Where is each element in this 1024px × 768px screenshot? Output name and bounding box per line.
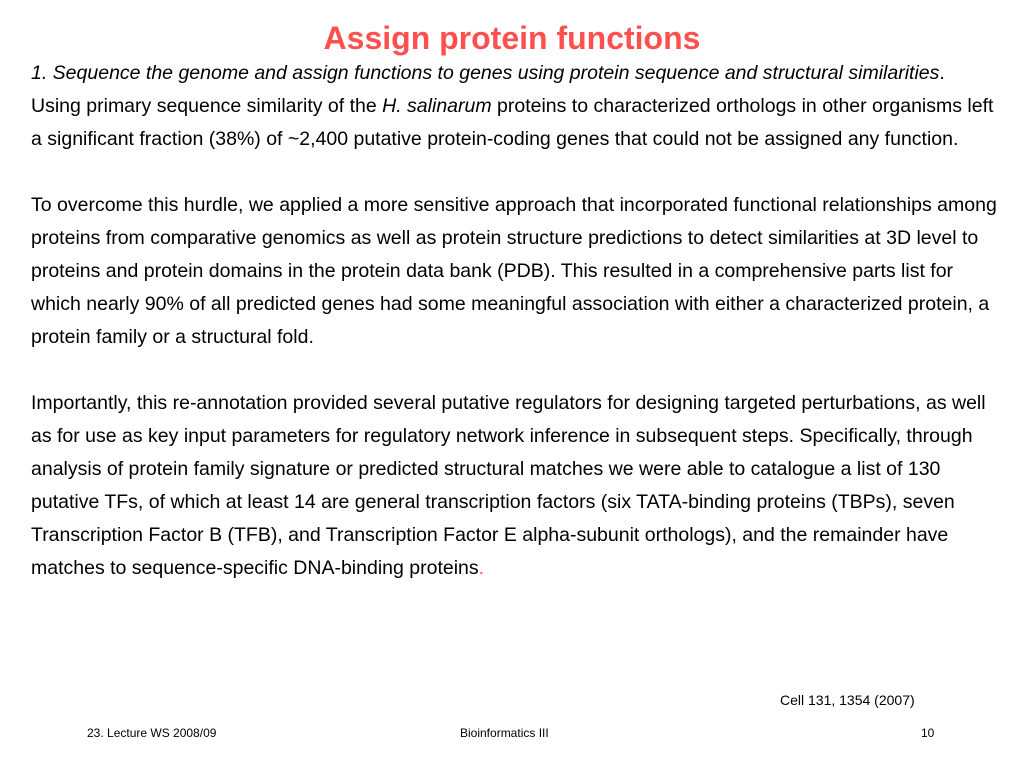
paragraph-3-text: Importantly, this re-annotation provided several putative regulators for designing targeted perturbations, as well as for use as key input parameters for regulatory network inference in subsequent steps. Specifically, through analysis of protein family signature or predicted structural matches we were able to catalogue a list of 130 putative TFs, of which at least 14 are general transcription factors (six TATA-binding proteins (TBPs), seven Transcription Factor B (TFB), and Transcription Factor E alpha-subunit orthologs), and the remainder have matches to sequence-specific DNA-binding proteins (31, 392, 986, 579)
paragraph-1-start: Using primary sequence similarity of the (31, 95, 383, 117)
intro-paragraph (31, 57, 1006, 90)
footer-lecture: 23. Lecture WS 2008/09 (87, 726, 217, 740)
paragraph-1-rest: proteins to characterized orthologs in other organisms left a significant fraction (38%) of ~2,400 putative protein-coding genes that could not be assigned any function. (31, 95, 994, 150)
footer-course: Bioinformatics III (460, 726, 549, 740)
intro-italic-text: 1. Sequence the genome and assign functions to genes using protein sequence and structural similarities (31, 62, 940, 84)
citation: Cell 131, 1354 (2007) (780, 692, 915, 708)
paragraph-3-period: . (478, 557, 485, 579)
paragraph-3 (31, 387, 1006, 585)
species-name: H. salinarum (382, 95, 492, 117)
slide-title: Assign protein functions (323, 20, 701, 56)
intro-period: . (939, 62, 945, 84)
slide-body (31, 57, 1006, 585)
paragraph-spacer (31, 156, 1006, 189)
paragraph-1 (31, 90, 1006, 156)
paragraph-2: To overcome this hurdle, we applied a more sensitive approach that incorporated functional relationships among proteins from comparative genomics as well as protein structure predictions to detect similarities at 3D level to proteins and protein domains in the protein data bank (PDB). This resulted in a comprehensive parts list for which nearly 90% of all predicted genes had some meaningful association with either a characterized protein, a protein family or a structural fold. (31, 194, 997, 348)
paragraph-spacer (31, 354, 1006, 387)
footer-page-number: 10 (921, 726, 935, 740)
